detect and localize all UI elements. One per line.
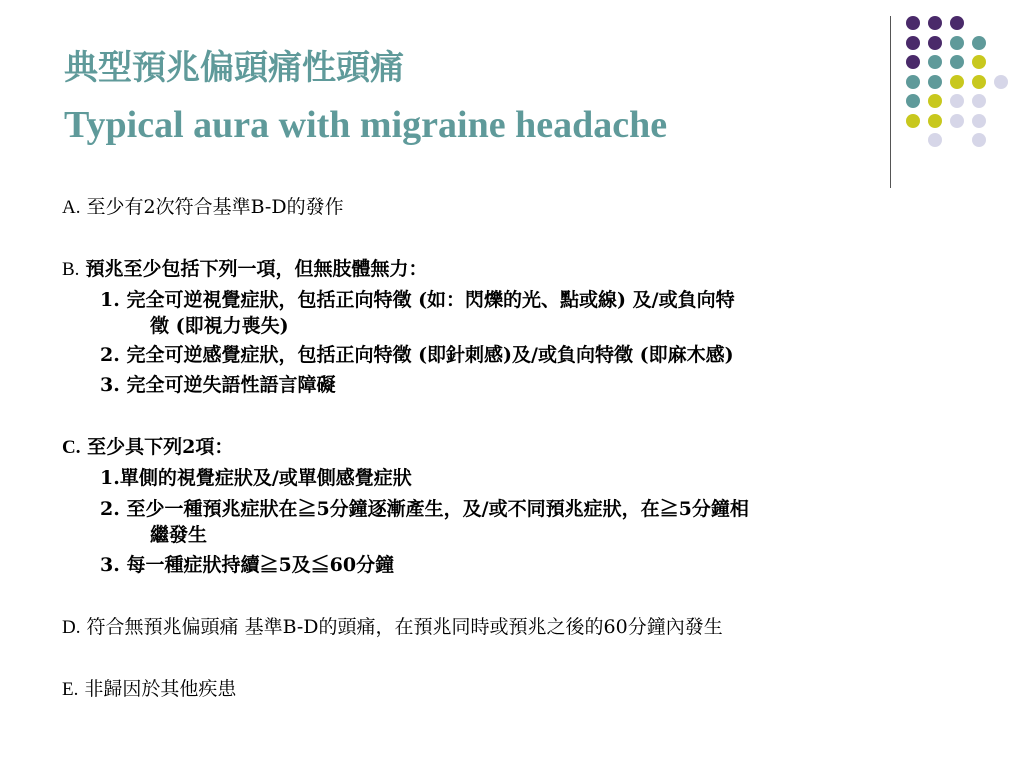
criterion-c-item-1: 1.單側的視覺症狀及/或單側感覺症狀	[100, 467, 412, 489]
criterion-d-marker: D.	[62, 617, 81, 638]
decoration-dot	[906, 94, 920, 108]
criterion-b-item-1-cont: 徵 (即視力喪失)	[150, 315, 289, 337]
decoration-dot	[972, 75, 986, 89]
criterion-d	[62, 614, 723, 641]
decoration-dot	[950, 75, 964, 89]
decoration-dot	[950, 55, 964, 69]
decoration-dot	[972, 133, 986, 147]
decoration-dot	[972, 36, 986, 50]
decoration-dot	[906, 114, 920, 128]
decoration-dot	[906, 16, 920, 30]
criterion-b-item-2: 2. 完全可逆感覺症狀，包括正向特徵 (即針刺感)及/或負向特徵 (即麻木感)	[100, 344, 734, 366]
decoration-dot	[928, 114, 942, 128]
criterion-e-text: 非歸因於其他疾患	[84, 678, 237, 700]
criterion-b-text: 預兆至少包括下列一項，但無肢體無力：	[85, 258, 428, 280]
decoration-dot	[928, 55, 942, 69]
criterion-a	[62, 194, 344, 221]
criterion-e-marker: E.	[62, 679, 79, 700]
criterion-c-item-2: 2. 至少一種預兆症狀在≧5分鐘逐漸產生，及/或不同預兆症狀，在≧5分鐘相	[100, 498, 749, 520]
criterion-c-item-2-cont: 繼發生	[150, 524, 208, 546]
slide-subtitle: Typical aura with migraine headache	[64, 104, 668, 146]
criterion-b-item-3: 3. 完全可逆失語性語言障礙	[100, 374, 336, 396]
slide-title: 典型預兆偏頭痛性頭痛	[64, 48, 404, 88]
divider-line	[890, 16, 891, 188]
decoration-dot	[972, 114, 986, 128]
decoration-dot	[950, 16, 964, 30]
decoration-dot	[994, 75, 1008, 89]
criterion-b-item-1: 1. 完全可逆視覺症狀，包括正向特徵 (如：閃爍的光、點或線) 及/或負向特	[100, 289, 735, 311]
decoration-dot	[972, 94, 986, 108]
decoration-dot	[928, 133, 942, 147]
criterion-a-marker: A.	[62, 197, 81, 218]
decoration-dot	[928, 75, 942, 89]
criterion-c-marker: C.	[62, 437, 81, 458]
criterion-d-text: 符合無預兆偏頭痛 基準B-D的頭痛，在預兆同時或預兆之後的60分鐘內發生	[86, 616, 723, 638]
decoration-dot	[950, 94, 964, 108]
decoration-dot	[928, 94, 942, 108]
decoration-dot	[972, 55, 986, 69]
criterion-e	[62, 676, 236, 703]
decoration-dot	[928, 36, 942, 50]
decoration-dot	[906, 36, 920, 50]
criterion-c-item-3: 3. 每一種症狀持續≧5及≦60分鐘	[100, 554, 395, 576]
decoration-dot	[906, 55, 920, 69]
decoration-dot	[950, 114, 964, 128]
criterion-c-text: 至少具下列2項：	[87, 436, 234, 458]
criterion-a-text: 至少有2次符合基準B-D的發作	[86, 196, 344, 218]
decoration-dot	[950, 36, 964, 50]
criterion-c	[62, 434, 233, 461]
decoration-dot	[906, 75, 920, 89]
criterion-b-marker: B.	[62, 259, 80, 280]
decoration-dot	[928, 16, 942, 30]
criterion-b	[62, 256, 428, 283]
